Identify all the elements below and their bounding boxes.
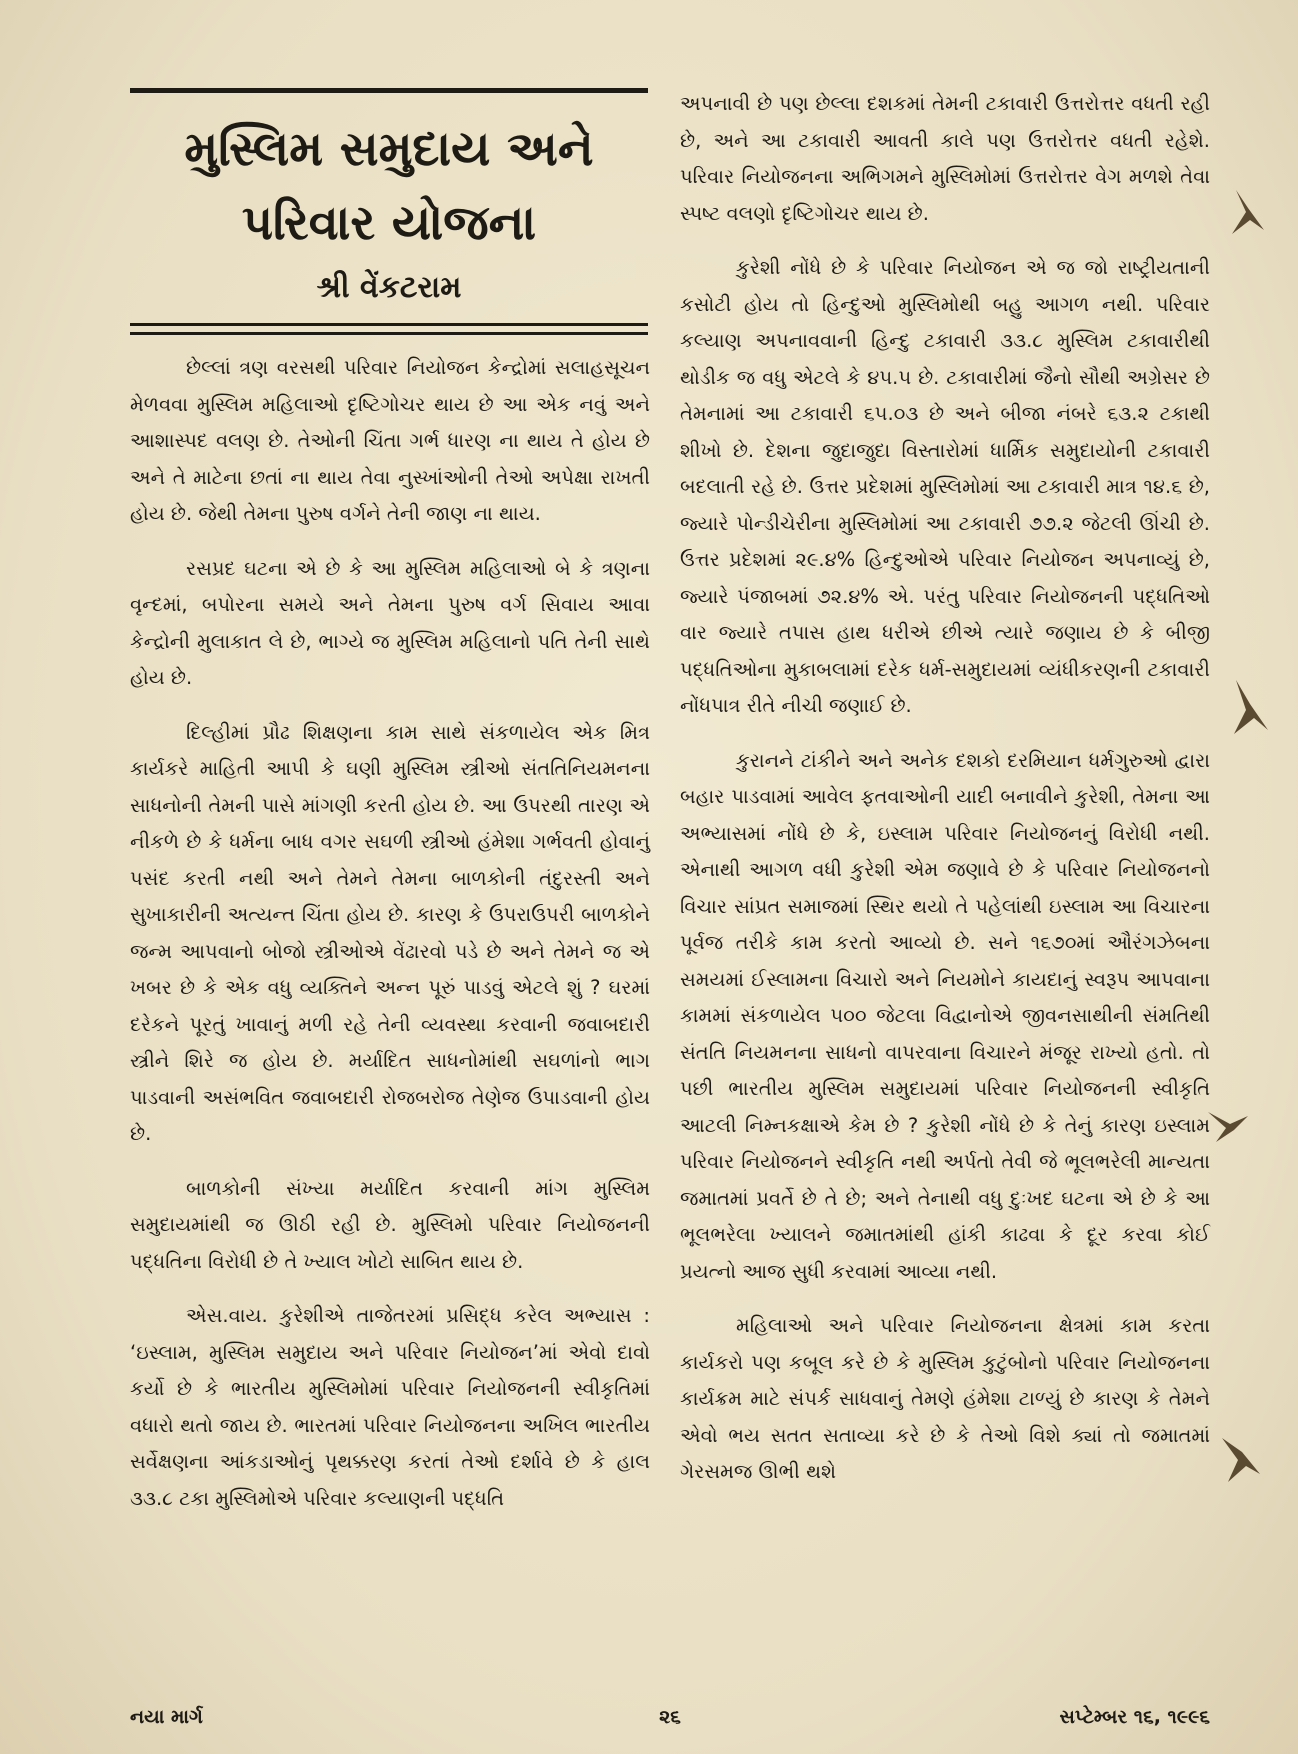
paragraph: એસ.વાય. કુરેશીએ તાજેતરમાં પ્રસિદ્ધ કરેલ અભ્યાસ : ‘ઇસ્લામ, મુસ્લિમ સમુદાય અને પરિવાર નિયોજન’માં એવો દાવો કર્યો છે કે ભારતીય મુસ્લિમોમાં પરિવાર નિયોજનની સ્વીકૃતિમાં વધારો થતો જાય છે. ભારતમાં પરિવાર નિયોજનના અખિલ ભારતીય સર્વેક્ષણના આંકડાઓનું પૃથક્કરણ કરતાં તેઓ દર્શાવે છે કે હાલ ૩૩.૮ ટકા મુસ્લિમોએ પરિવાર કલ્યાણની પદ્ધતિ — [130, 1304, 650, 1510]
article-author: શ્રી વેંકટરામ — [316, 270, 462, 305]
publication-name: નયા માર્ગ — [130, 1706, 203, 1728]
article-title-line-1: મુસ્લિમ સમુદાય અને — [184, 121, 594, 177]
article-title-line-2: પરિવાર યોજના — [241, 195, 537, 251]
paragraph: મહિલાઓ અને પરિવાર નિયોજનના ક્ષેત્રમાં કામ કરતા કાર્યકરો પણ કબૂલ કરે છે કે મુસ્લિમ કુટુંબોનો પરિવાર નિયોજનના કાર્યક્રમ માટે સંપર્ક સાધવાનું તેમણે હંમેશા ટાળ્યું છે કારણ કે તેમને એવો ભય સતત સતાવ્યા કરે છે કે તેઓ વિશે ક્યાં તો જમાતમાં ગેરસમજ ઊભી થશે — [680, 1314, 1210, 1483]
article-title — [130, 112, 648, 260]
paper-tear-mark — [1232, 680, 1272, 740]
paragraph: રસપ્રદ ઘટના એ છે કે આ મુસ્લિમ મહિલાઓ બે કે ત્રણના વૃન્દમાં, બપોરના સમયે અને તેમના પુરુષ વર્ગ સિવાય આવા કેન્દ્રોની મુલાકાત લે છે, ભાગ્યે જ મુસ્લિમ મહિલાનો પતિ તેની સાથે હોય છે. — [130, 556, 650, 689]
title-bottom-rule — [130, 323, 648, 326]
paragraph: છેલ્લાં ત્રણ વરસથી પરિવાર નિયોજન કેન્દ્રોમાં સલાહસૂચન મેળવવા મુસ્લિમ મહિલાઓ દૃષ્ટિગોચર થાય છે આ એક નવું અને આશાસ્પદ વલણ છે. તેઓની ચિંતા ગર્ભ ધારણ ના થાય તે હોય છે અને તે માટેના છતાં ના થાય તેવા નુસ્ખાંઓની તેઓ અપેક્ષા રાખતી હોય છે. જેથી તેમના પુરુષ વર્ગને તેની જાણ ના થાય. — [130, 356, 650, 525]
paragraph: કુરાનને ટાંકીને અને અનેક દશકો દરમિયાન ધર્મગુરુઓ દ્વારા બહાર પાડવામાં આવેલ ફતવાઓની યાદી બનાવીને કુરેશી, તેમના આ અભ્યાસમાં નોંધે છે કે, ઇસ્લામ પરિવાર નિયોજનનું વિરોધી નથી. એનાથી આગળ વધી કુરેશી એમ જણાવે છે કે પરિવાર નિયોજનનો વિચાર સાંપ્રત સમાજમાં સ્થિર થયો તે પહેલાંથી ઇસ્લામ આ વિચારના પૂર્વજ તરીકે કામ કરતો આવ્યો છે. સને ૧૬૭૦માં ઔરંગઝેબના સમયમાં ઈસ્લામના વિચારો અને નિયમોને કાયદાનું સ્વરૂપ આપવાના કામમાં સંકળાયેલ ૫૦૦ જેટલા વિદ્વાનોએ જીવનસાથીની સંમતિથી સંતતિ નિયમનના સાધનો વાપરવાના વિચારને મંજૂર રાખ્યો હતો. તો પછી ભારતીય મુસ્લિમ સમુદાયમાં પરિવાર નિયોજનની સ્વીકૃતિ આટલી નિમ્નકક્ષાએ કેમ છે ? કુરેશી નોંધે છે કે તેનું કારણ ઇસ્લામ પરિવાર નિયોજનને સ્વીકૃતિ નથી અર્પતો તેવી જે ભૂલભરેલી માન્યતા જમાતમાં પ્રવર્તે છે તે છે; અને તેનાથી વધુ દુઃખદ ઘટના એ છે કે આ ભૂલભરેલા ખ્યાલને જમાતમાંથી હાંકી કાઢવા કે દૂર કરવા કોઈ પ્રયત્નો આજ સુધી કરવામાં આવ્યા નથી. — [680, 748, 1210, 1283]
right-column — [680, 86, 1210, 1509]
title-top-rule — [130, 88, 648, 93]
paper-tear-mark — [1226, 190, 1266, 240]
left-column — [130, 350, 650, 1535]
page-footer — [130, 1706, 1210, 1734]
paper-tear-mark — [1220, 1438, 1264, 1488]
title-bottom-rule-second — [130, 332, 648, 335]
paragraph: બાળકોની સંખ્યા મર્યાદિત કરવાની માંગ મુસ્લિમ સમુદાયમાંથી જ ઊઠી રહી છે. મુસ્લિમો પરિવાર નિયોજનની પદ્ધતિના વિરોધી છે તે ખ્યાલ ખોટો સાબિત થાય છે. — [130, 1176, 650, 1273]
paragraph: દિલ્હીમાં પ્રૌઢ શિક્ષણના કામ સાથે સંકળાયેલ એક મિત્ર કાર્યકરે માહિતી આપી કે ઘણી મુસ્લિમ સ્ત્રીઓ સંતતિનિયમનના સાધનોની તેમની પાસે માંગણી કરતી હોય છે. આ ઉપરથી તારણ એ નીકળે છે કે ધર્મના બાધ વગર સઘળી સ્ત્રીઓ હંમેશા ગર્ભવતી હોવાનું પસંદ કરતી નથી અને તેમને તેમના બાળકોની તંદુરસ્તી અને સુખાકારીની અત્યન્ત ચિંતા હોય છે. કારણ કે ઉપરાઉપરી બાળકોને જન્મ આપવાનો બોજો સ્ત્રીઓએ વેંઢારવો પડે છે અને તેમને જ એ ખબર છે કે એક વધુ વ્યક્તિને અન્ન પૂરું પાડવું એટલે શું ? ઘરમાં દરેકને પૂરતું ખાવાનું મળી રહે તેની વ્યવસ્થા કરવાની જવાબદારી સ્ત્રીને શિરે જ હોય છે. મર્યાદિત સાધનોમાંથી સઘળાંનો ભાગ પાડવાની અસંભવિત જવાબદારી રોજબરોજ તેણેજ ઉપાડવાની હોય છે. — [130, 720, 650, 1145]
paragraph: અપનાવી છે પણ છેલ્લા દશકમાં તેમની ટકાવારી ઉત્તરોત્તર વધતી રહી છે, અને આ ટકાવારી આવતી કાલે પણ ઉત્તરોત્તર વધતી રહેશે. પરિવાર નિયોજનના અભિગમને મુસ્લિમોમાં ઉત્તરોત્તર વેગ મળશે તેવા સ્પષ્ટ વલણો દૃષ્ટિગોચર થાય છે. — [680, 92, 1210, 225]
issue-date: સપ્ટેમ્બર ૧૬, ૧૯૯૬ — [1059, 1706, 1210, 1728]
paper-tear-mark — [1208, 1108, 1252, 1148]
paragraph: કુરેશી નોંધે છે કે પરિવાર નિયોજન એ જ જો રાષ્ટ્રીયતાની કસોટી હોય તો હિન્દુઓ મુસ્લિમોથી બહુ આગળ નથી. પરિવાર કલ્યાણ અપનાવવાની હિન્દુ ટકાવારી ૩૩.૮ મુસ્લિમ ટકાવારીથી થોડીક જ વધુ એટલે કે ૪૫.૫ છે. ટકાવારીમાં જૈનો સૌથી અગ્રેસર છે તેમનામાં આ ટકાવારી ૬૫.૦૩ છે અને બીજા નંબરે ૬૩.૨ ટકાથી શીખો છે. દેશના જુદાજુદા વિસ્તારોમાં ધાર્મિક સમુદાયોની ટકાવારી બદલાતી રહે છે. ઉત્તર પ્રદેશમાં મુસ્લિમોમાં આ ટકાવારી માત્ર ૧૪.૬ છે, જ્યારે પોન્ડીચેરીના મુસ્લિમોમાં આ ટકાવારી ૭૭.૨ જેટલી ઊંચી છે. ઉત્તર પ્રદેશમાં ૨૯.૪% હિન્દુઓએ પરિવાર નિયોજન અપનાવ્યું છે, જ્યારે પંજાબમાં ૭૨.૪% એ. પરંતુ પરિવાર નિયોજનની પદ્ધતિઓ વાર જ્યારે તપાસ હાથ ધરીએ છીએ ત્યારે જણાય છે કે બીજી પદ્ધતિઓના મુકાબલામાં દરેક ધર્મ-સમુદાયમાં વ્યંધીકરણની ટકાવારી નોંધપાત્ર રીતે નીચી જણાઈ છે. — [680, 256, 1210, 717]
page-number: ૨૬ — [659, 1706, 681, 1728]
